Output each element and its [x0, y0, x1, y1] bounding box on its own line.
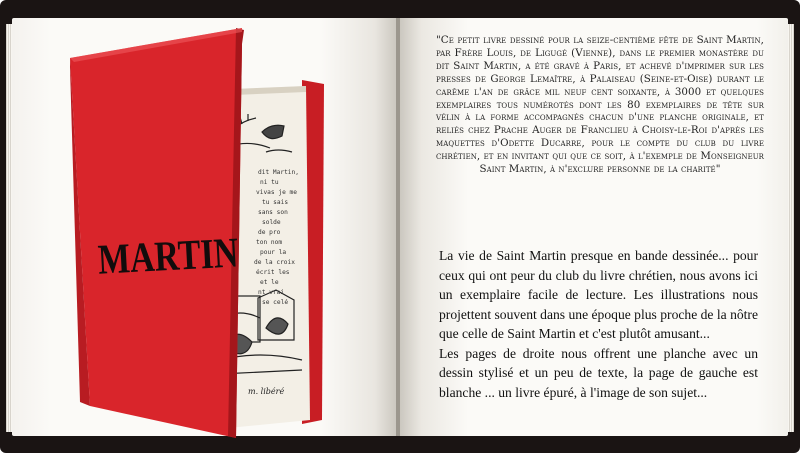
description-paragraph-2: Les pages de droite nous offrent une planche avec un dessin stylisé et un peu de texte, la page de gauche est blanche ... un livre épuré, à l'image de son sujet...: [439, 345, 758, 400]
page-line-14: se celé: [262, 299, 289, 306]
page-caption: m. libéré: [248, 387, 285, 396]
colophon-quote: "Ce petit livre dessiné pour la seize-centième fête de Saint Martin, par Frère Louis, de Ligugé (Vienne), dans le premier monastère du dit Saint Martin, a été gravé à Paris, et achevé d'imprimer sur les presses de George Lemaître, à Palaiseau (Seine-et-Oise) durant le carême l'an de grâce mil neuf cent soixante, à 3000 et quelques exemplaires tous numérotés dont les 80 exemplaires de tête sur vélin à la forme accompagnés chacun d'une planche originale, et reliés chez Prache Auger de Franclieu à Choisy-le-Roi d'après les maquettes d'Odette Ducarre, pour le compte du club du livre chrétien, et en invitant qui que ce soit, à l'exemple de Monseigneur Saint Martin, à n'exclure personne de la charité": [436, 34, 764, 176]
page-line-12: et le: [260, 279, 279, 286]
page-line-3: vivas je me: [256, 189, 297, 196]
book-photo: [70, 28, 340, 438]
page-line-7: de pro: [258, 229, 281, 236]
page-line-11: écrit les: [256, 269, 290, 276]
page-line-4: tu sais: [262, 199, 289, 206]
page-line-8: ton nom: [256, 239, 283, 246]
page-line-5: sans son: [258, 209, 288, 216]
book-description: [439, 246, 758, 402]
description-paragraph-1: La vie de Saint Martin presque en bande dessinée... pour ceux qui ont peur du club du livre chrétien, nous avons ici un exemplaire facile de lecture. Les illustrations nous projettent souvent dans une époque plus proche de la nôtre que celle de Saint Martin et c'est plutôt amusant...: [439, 248, 758, 341]
cover-title: MARTIN: [96, 229, 240, 284]
page-line-2: ni tu: [260, 179, 279, 186]
page-line-9: pour la: [260, 249, 287, 256]
book-gutter: [396, 18, 400, 436]
page-line-1: dit Martin,: [258, 169, 299, 176]
page-line-10: de la croix: [254, 259, 295, 266]
page-line-13: nt vrai: [258, 289, 285, 296]
page-line-6: solde: [262, 219, 281, 226]
